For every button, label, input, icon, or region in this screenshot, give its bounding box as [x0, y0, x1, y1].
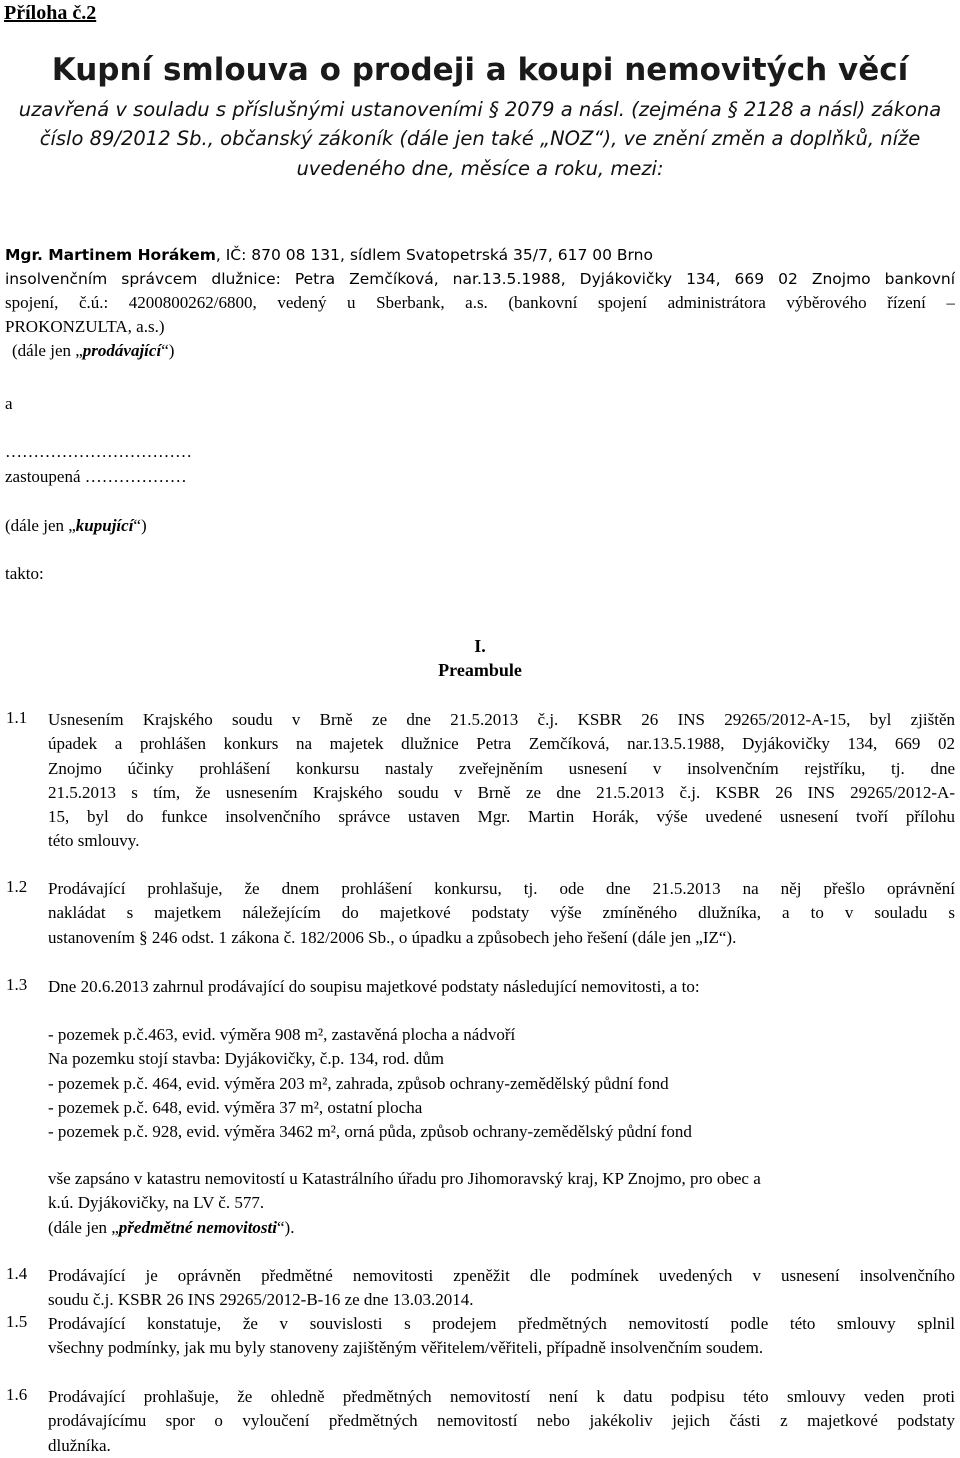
property-item: - pozemek p.č. 648, evid. výměra 37 m², ostatní plocha	[48, 1097, 423, 1117]
paragraph-1-1	[48, 708, 955, 854]
para-number-1-1: 1.1	[6, 708, 28, 727]
para-line: nakládat s majetkem náležejícím do majetkové podstaty výše zmíněného dlužníka, a to v souladu s	[48, 903, 955, 923]
para-line: úpadek a prohlášen konkurs na majetek dlužnice Petra Zemčíková, nar.13.5.1988, Dyjákovičky 134, 669 02	[48, 734, 955, 754]
para-number-1-4: 1.4	[6, 1264, 28, 1283]
seller-line-1	[5, 243, 955, 267]
section-heading: Preambule	[438, 660, 522, 680]
takto-label: takto:	[5, 564, 44, 583]
para-line: Dne 20.6.2013 zahrnul prodávající do soupisu majetkové podstaty následující nemovitosti, a to:	[48, 977, 700, 996]
subtitle-line-3: uvedeného dne, měsíce a roku, mezi:	[296, 157, 664, 180]
para-line: Znojmo účinky prohlášení konkursu nastaly zveřejněním usnesení v insolvenčním rejstříku, tj. dne	[48, 758, 955, 778]
seller-name: Mgr. Martinem Horákem	[5, 246, 216, 264]
paragraph-1-2	[48, 877, 955, 950]
seller-line-1-rest: , IČ: 870 08 131, sídlem Svatopetrská 35/7, 617 00 Brno	[215, 246, 653, 264]
paragraph-1-5	[48, 1312, 955, 1361]
seller-line-3: spojení, č.ú.: 4200800262/6800, vedený u Sberbank, a.s. (bankovní spojení administrátora výběrového řízení –	[5, 293, 955, 312]
buyer-role: (dále jen „kupující“)	[5, 516, 147, 535]
document-title: Kupní smlouva o prodeji a koupi nemovitých věcí	[51, 52, 909, 88]
paragraph-1-6	[48, 1385, 955, 1458]
subtitle-line-2: číslo 89/2012 Sb., občanský zákoník (dále jen také „NOZ“), ve znění změn a doplňků, níže	[39, 127, 921, 150]
para-number-1-6: 1.6	[6, 1385, 28, 1404]
paragraph-1-3	[48, 975, 955, 999]
para-line: ustanovením § 246 odst. 1 zákona č. 182/2006 Sb., o úpadku a způsobech jeho řešení (dále jen „IZ“).	[48, 927, 737, 947]
cadastre-role: (dále jen „předmětné nemovitosti“).	[48, 1217, 295, 1237]
cadastre-role-term: předmětné nemovitosti	[118, 1217, 277, 1237]
para-number-1-5: 1.5	[6, 1312, 28, 1331]
para-line: této smlouvy.	[48, 831, 140, 851]
para-line: všechny podmínky, jak mu byly stanoveny zajištěným věřitelem/věřiteli, případně insolvenčním soudem.	[48, 1338, 764, 1358]
para-line: 21.5.2013 s tím, že usnesením Krajského soudu v Brně ze dne 21.5.2013 č.j. KSBR 26 INS 29265/2012-A-	[48, 782, 955, 802]
property-list	[48, 1023, 955, 1144]
buyer-name-placeholder: ……………………………	[5, 442, 192, 461]
buyer-represented: zastoupená ………………	[5, 467, 187, 486]
buyer-role-term: kupující	[75, 516, 134, 535]
section-number: I.	[474, 636, 486, 656]
subtitle-line-1: uzavřená v souladu s příslušnými ustanoveními § 2079 a násl. (zejména § 2128 a násl) zákona	[18, 98, 942, 121]
cadastre-line-2: k.ú. Dyjákovičky, na LV č. 577.	[48, 1193, 265, 1213]
para-number-1-2: 1.2	[6, 877, 28, 896]
seller-line-4: PROKONZULTA, a.s.)	[5, 317, 165, 336]
property-item: - pozemek p.č. 928, evid. výměra 3462 m², orná půda, způsob ochrany-zemědělský půdní fond	[48, 1122, 692, 1142]
cadastre-block	[48, 1167, 955, 1240]
seller-role-term: prodávající	[82, 341, 162, 360]
para-number-1-3: 1.3	[6, 975, 28, 994]
para-line: Prodávající je oprávněn předmětné nemovitosti zpeněžit dle podmínek uvedených v usnesení insolvenčního	[48, 1266, 955, 1285]
seller-line-2: insolvenčním správcem dlužnice: Petra Zemčíková, nar.13.5.1988, Dyjákovičky 134, 669 02 Znojmo bankovní	[5, 270, 955, 288]
cadastre-line-1: vše zapsáno v katastru nemovitostí u Katastrálního úřadu pro Jihomoravský kraj, KP Znojmo, pro obec a	[48, 1169, 761, 1188]
para-line: dlužníka.	[48, 1435, 111, 1455]
para-line: Prodávající prohlašuje, že ohledně předmětných nemovitostí není k datu podpisu této smlouvy veden proti	[48, 1387, 955, 1406]
connector-a: a	[5, 394, 13, 413]
para-line: Prodávající prohlašuje, že dnem prohlášení konkursu, tj. ode dne 21.5.2013 na něj přešlo oprávnění	[48, 879, 955, 898]
paragraph-1-4	[48, 1264, 955, 1313]
para-line: Usnesením Krajského soudu v Brně ze dne 21.5.2013 č.j. KSBR 26 INS 29265/2012-A-15, byl zjištěn	[48, 710, 955, 729]
seller-role: (dále jen „prodávající“)	[12, 341, 175, 360]
para-line: soudu č.j. KSBR 26 INS 29265/2012-B-16 ze dne 13.03.2014.	[48, 1290, 474, 1310]
seller-block	[5, 243, 955, 363]
annex-label: Příloha č.2	[4, 2, 97, 24]
para-line: prodávajícímu spor o vyloučení předmětných nemovitostí nebo jakékoliv jejich části z majetkové podstaty	[48, 1411, 955, 1431]
property-item: Na pozemku stojí stavba: Dyjákovičky, č.p. 134, rod. dům	[48, 1049, 444, 1069]
property-item: - pozemek p.č. 464, evid. výměra 203 m², zahrada, způsob ochrany-zemědělský půdní fond	[48, 1073, 669, 1093]
property-item: - pozemek p.č.463, evid. výměra 908 m², zastavěná plocha a nádvoří	[48, 1025, 516, 1044]
para-line: Prodávající konstatuje, že v souvislosti s prodejem předmětných nemovitostí podle této smlouvy splnil	[48, 1314, 955, 1333]
para-line: 15, byl do funkce insolvenčního správce ustaven Mgr. Martin Horák, výše uvedené usnesení tvoří přílohu	[48, 807, 955, 827]
